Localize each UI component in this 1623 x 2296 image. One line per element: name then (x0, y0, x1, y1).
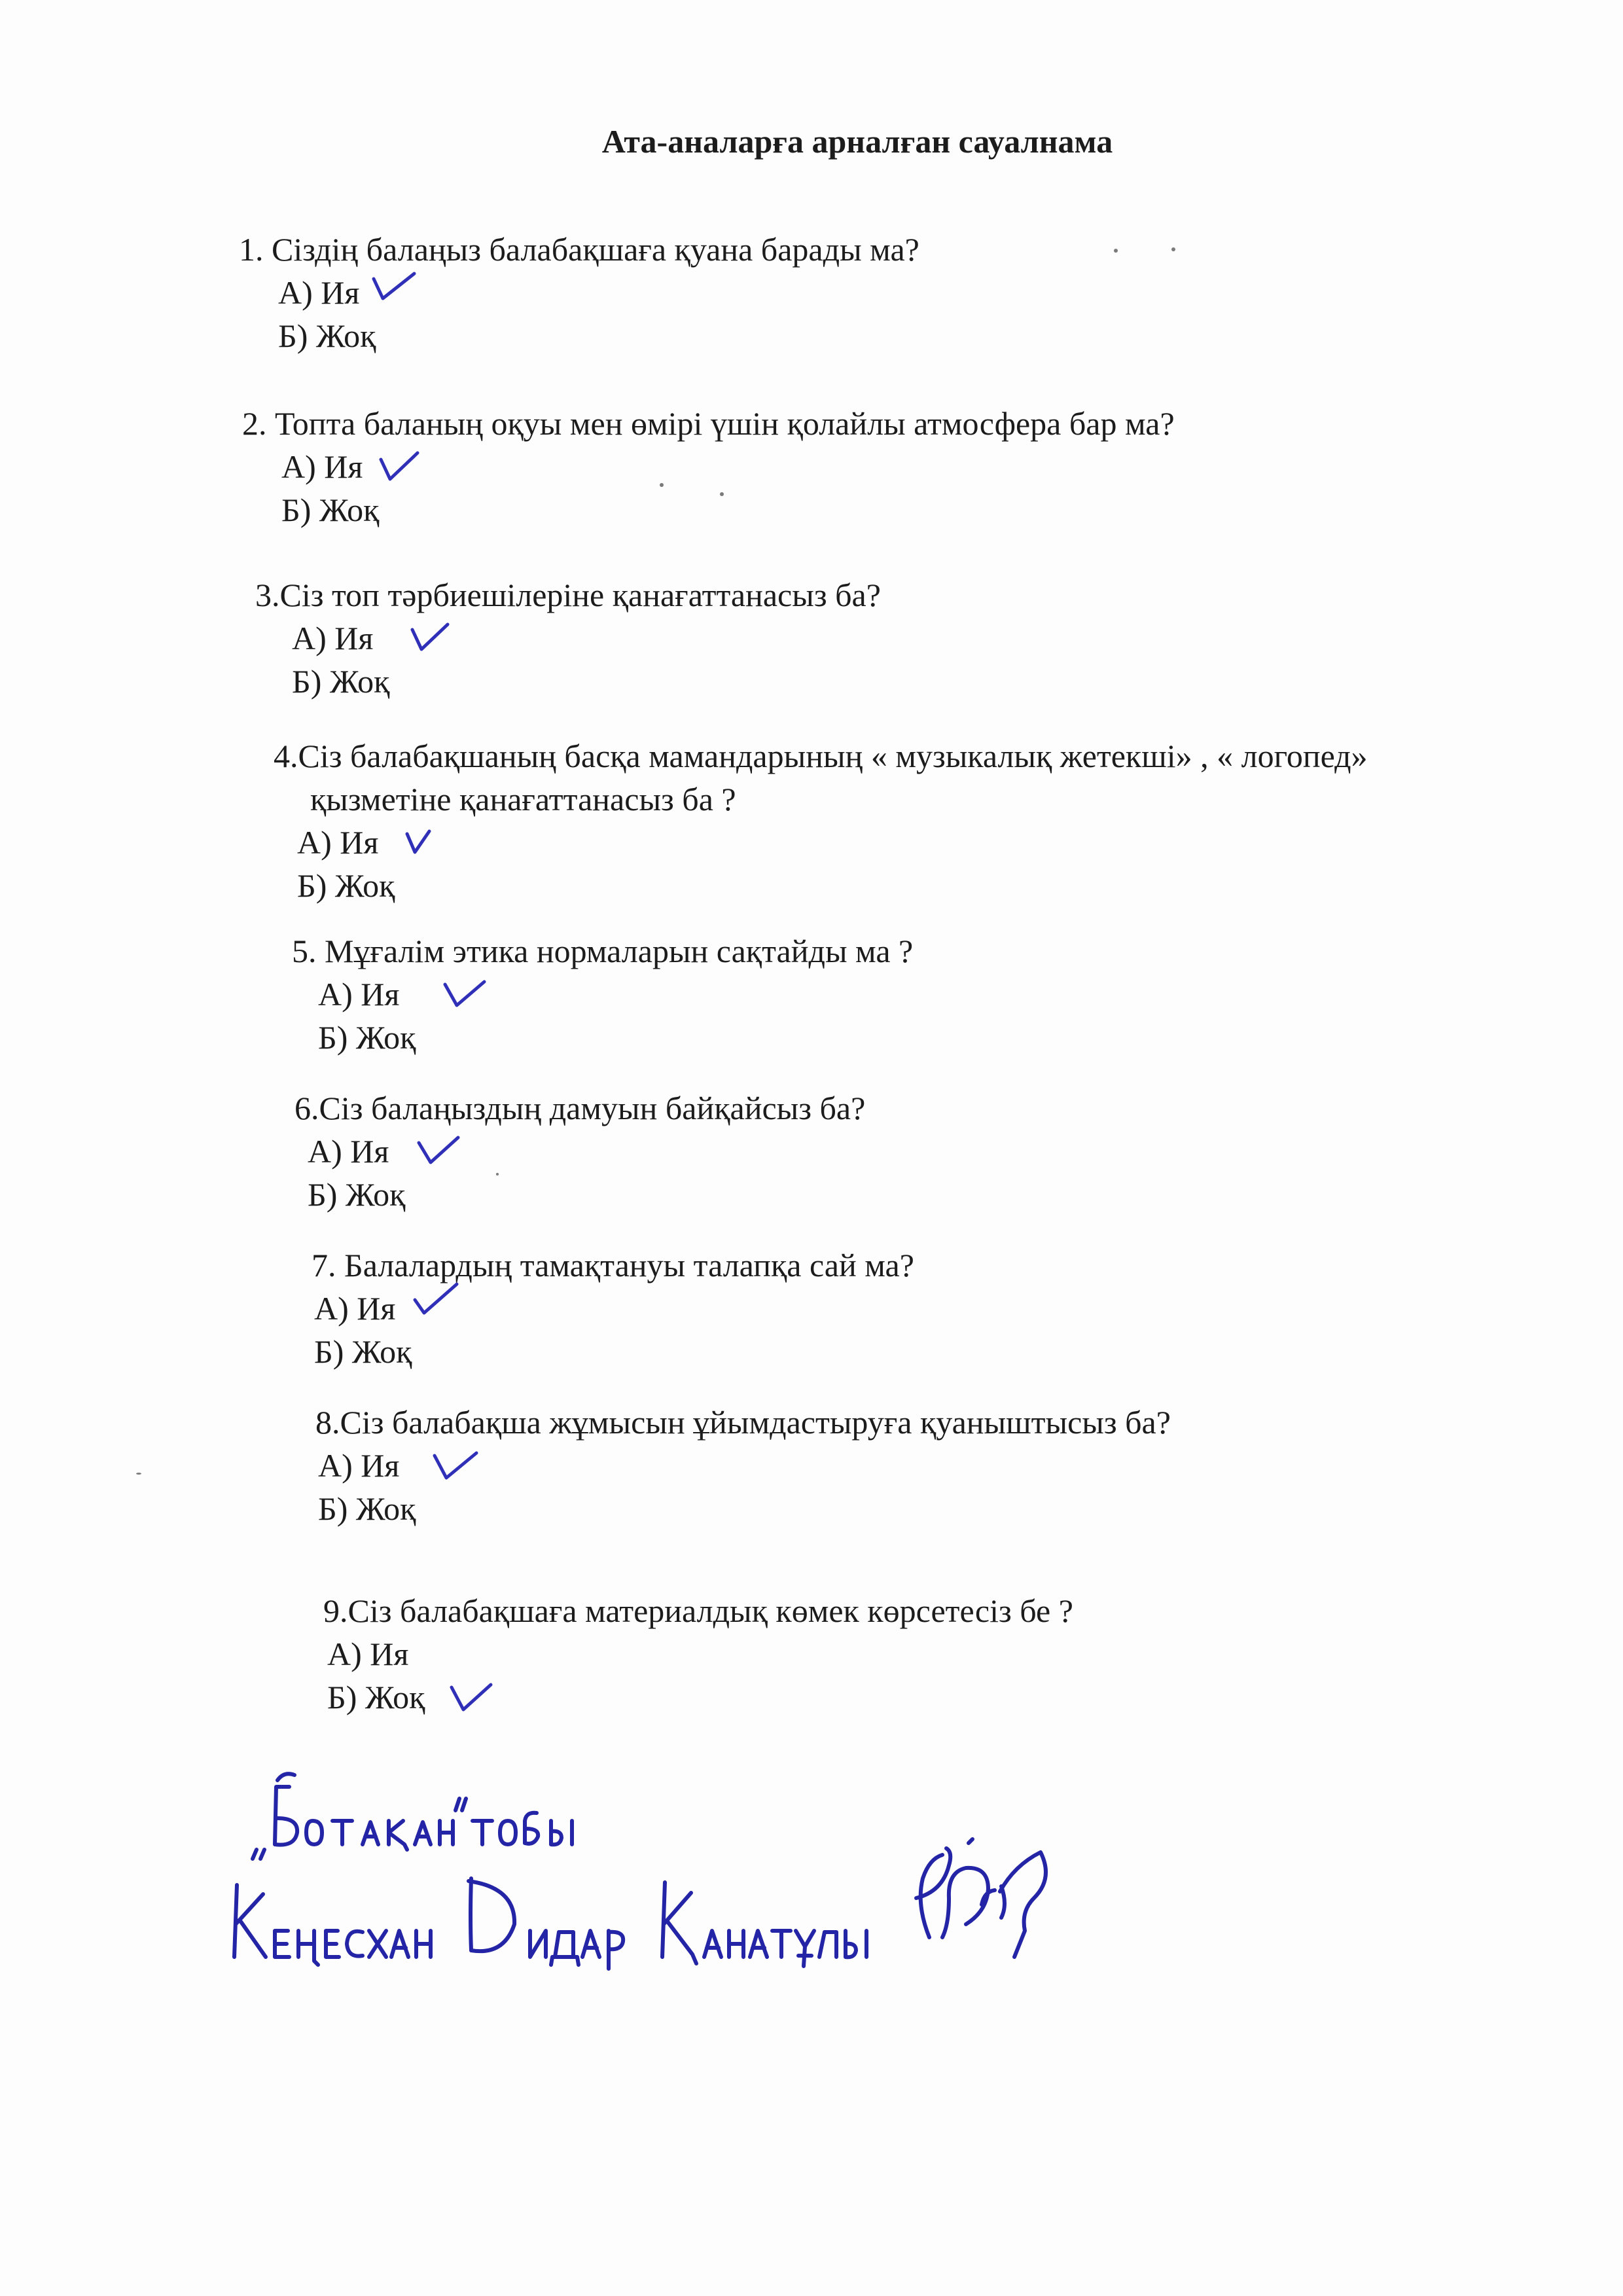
option-label: Б) Жоқ (292, 663, 390, 700)
scan-speck (720, 492, 724, 496)
option-label: Б) Жоқ (278, 317, 376, 354)
option-b[interactable] (292, 660, 881, 703)
option-a[interactable] (281, 445, 1175, 488)
question-text: 3.Сіз топ тәрбиешілеріне қанағаттанасыз ба? (255, 577, 881, 613)
option-b[interactable] (318, 1016, 913, 1059)
option-label: А) Ия (318, 976, 400, 1013)
scan-speck (1114, 249, 1118, 253)
scan-speck (496, 1173, 499, 1175)
option-b[interactable] (318, 1487, 1171, 1530)
answer-options (294, 1130, 865, 1216)
option-b[interactable] (327, 1676, 1073, 1719)
option-label: А) Ия (314, 1290, 396, 1327)
question-text: 4.Сіз балабақшаның басқа мамандарының « музыкалық жетекші» , « логопед» (274, 738, 1368, 774)
option-label: А) Ия (278, 274, 360, 311)
answer-options (274, 821, 1368, 907)
answer-options (242, 445, 1175, 531)
question-5 (292, 929, 913, 1059)
question-9 (323, 1589, 1073, 1719)
check-icon (432, 1449, 478, 1486)
question-3 (255, 573, 881, 703)
option-label: А) Ия (318, 1447, 400, 1484)
option-label: Б) Жоқ (314, 1333, 412, 1370)
question-8 (315, 1401, 1171, 1530)
option-a[interactable] (297, 821, 1368, 864)
scan-speck (660, 483, 664, 487)
option-label: Б) Жоқ (281, 492, 380, 528)
option-label: Б) Жоқ (297, 867, 395, 904)
question-text: 5. Мұғалім этика нормаларын сақтайды ма ? (292, 933, 914, 969)
option-a[interactable] (308, 1130, 865, 1173)
check-icon (403, 827, 449, 864)
answer-options (312, 1287, 914, 1373)
option-a[interactable] (318, 1444, 1171, 1487)
option-b[interactable] (281, 488, 1175, 531)
signature-icon (903, 1826, 1060, 1970)
question-4 (274, 734, 1368, 907)
option-label: А) Ия (281, 448, 363, 485)
answer-options (239, 271, 919, 357)
option-label: Б) Жоқ (318, 1019, 416, 1056)
option-a[interactable] (318, 973, 913, 1016)
page-title: Ата-аналарға арналған сауалнама (601, 123, 1113, 160)
question-text-line2: қызметіне қанағаттанасыз ба ? (310, 781, 736, 817)
question-text: 7. Балалардың тамақтануы талапқа сай ма? (312, 1247, 914, 1283)
option-label: Б) Жоқ (327, 1679, 425, 1715)
question-6 (294, 1086, 865, 1216)
option-label: А) Ия (327, 1636, 409, 1672)
scan-speck (1171, 247, 1175, 251)
question-text: 9.Сіз балабақшаға материалдық көмек көрсетесіз бе ? (323, 1592, 1073, 1629)
check-icon (449, 1681, 495, 1717)
question-1 (239, 228, 919, 357)
option-a[interactable] (327, 1632, 1073, 1676)
option-label: А) Ия (292, 620, 374, 656)
question-text: 1. Сіздің балаңыз балабақшаға қуана барады ма? (239, 231, 919, 268)
answer-options (315, 1444, 1171, 1530)
answer-options (323, 1632, 1073, 1719)
question-text: 2. Топта баланың оқуы мен өмірі үшін қолайлы атмосфера бар ма? (242, 405, 1175, 442)
option-label: Б) Жоқ (318, 1490, 416, 1527)
check-icon (442, 978, 488, 1014)
check-icon (416, 1135, 462, 1172)
check-icon (378, 450, 424, 487)
question-text: 8.Сіз балабақша жұмысын ұйымдастыруға қуаныштысыз ба? (315, 1404, 1171, 1441)
answer-options (292, 973, 913, 1059)
question-text: 6.Сіз балаңыздың дамуын байқайсыз ба? (294, 1090, 866, 1126)
check-icon (371, 270, 417, 306)
handwritten-full-name (223, 1859, 955, 1990)
check-icon (412, 1284, 458, 1321)
option-label: Б) Жоқ (308, 1176, 406, 1213)
question-7 (312, 1244, 914, 1373)
option-b[interactable] (297, 864, 1368, 907)
option-label: А) Ия (297, 824, 379, 861)
check-icon (410, 622, 455, 658)
option-b[interactable] (278, 314, 919, 357)
option-b[interactable] (314, 1330, 914, 1373)
option-a[interactable] (292, 617, 881, 660)
option-a[interactable] (278, 271, 919, 314)
answer-options (255, 617, 881, 703)
question-2 (242, 402, 1175, 531)
option-label: А) Ия (308, 1133, 389, 1170)
option-a[interactable] (314, 1287, 914, 1330)
option-b[interactable] (308, 1173, 865, 1216)
scan-speck (136, 1473, 141, 1475)
